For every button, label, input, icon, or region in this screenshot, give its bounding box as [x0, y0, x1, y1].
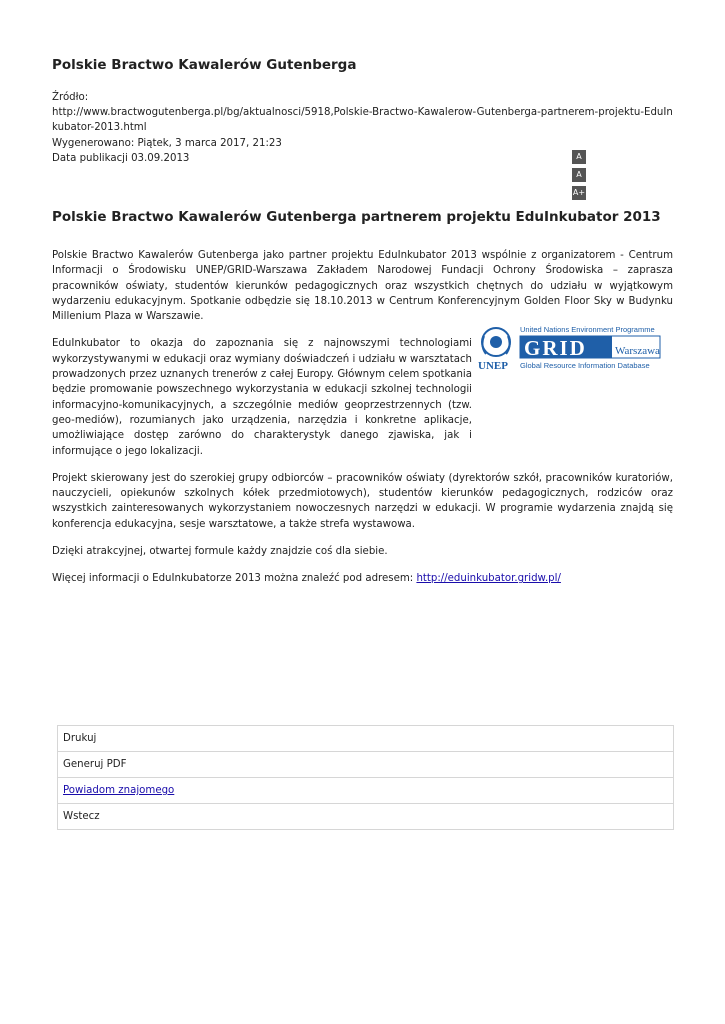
notify-friend-action[interactable]: Powiadom znajomego	[58, 778, 673, 804]
source-url: http://www.bractwogutenberga.pl/bg/aktualnosci/5918,Polskie-Bractwo-Kawalerow-Gutenberga-partnerem-projektu-EduInkubator-2013.html	[52, 107, 673, 134]
font-default-button[interactable]: A	[572, 168, 586, 182]
published-date: Data publikacji 03.09.2013	[52, 152, 190, 164]
paragraph-formula: Dzięki atrakcyjnej, otwartej formule każdy znajdzie coś dla siebie.	[52, 546, 388, 558]
font-decrease-button[interactable]: A	[572, 150, 586, 164]
site-title: Polskie Bractwo Kawalerów Gutenberga	[52, 57, 357, 73]
more-info-text: Więcej informacji o EduInkubatorze 2013 można znaleźć pod adresem:	[52, 573, 417, 585]
paragraph-eduinkubator: EduInkubator to okazja do zapoznania się z najnowszymi technologiami wykorzystywanymi w edukacji oraz wymiany doświadczeń i udziału w warsztatach prowadzonych przez uznanych trenerów z całej Europy. Głównym celem spotkania będzie promowanie powszechnego wykorzystania w edukacji szkolnej technologii informacyjno-komunikacyjnych, a szczególnie mediów geoprzestrzennych (tzw. geo-mediów), rozumianych jako urządzenia, narzędzia i konkretne aplikacje, umożliwiające dostęp zarówno do charakterystyk danego zjawiska, jak i informujące o jego lokalizacji.	[52, 338, 472, 457]
print-action[interactable]: Drukuj	[58, 726, 673, 752]
action-list	[57, 725, 674, 830]
paragraph-more-info	[52, 571, 673, 586]
generated-date: Wygenerowano: Piątek, 3 marca 2017, 21:23	[52, 137, 282, 149]
logo-line1-text: United Nations Environment Programme	[520, 325, 655, 334]
logo-city-text: Warszawa	[615, 345, 660, 357]
article-title: Polskie Bractwo Kawalerów Gutenberga partnerem projektu EduInkubator 2013	[52, 209, 661, 225]
source-label: Źródło:	[52, 92, 89, 103]
logo-grid-text: GRID	[524, 336, 587, 360]
unep-grid-logo	[476, 324, 662, 372]
logo-line3-text: Global Resource Information Database	[520, 361, 650, 370]
font-size-tools	[572, 150, 586, 204]
paragraph-audience: Projekt skierowany jest do szerokiej grupy odbiorców – pracowników oświaty (dyrektorów szkół, pracowników kuratoriów, nauczycieli, opiekunów szkolnych kółek przedmiotowych), studentów kierunków pedagogicznych, rodziców oraz wszystkich zainteresowanych wykorzystaniem nowoczesnych narzędzi w edukacji. W programie wydarzenia znajdą się konferencja edukacyjna, sesje warsztatowe, a także strefa wystawowa.	[52, 472, 673, 530]
eduinkubator-link[interactable]: http://eduinkubator.gridw.pl/	[416, 573, 561, 585]
article-body	[52, 248, 673, 599]
font-increase-button[interactable]: A+	[572, 186, 586, 200]
logo-unep-text: UNEP	[478, 360, 508, 372]
back-action[interactable]: Wstecz	[58, 804, 673, 830]
paragraph-intro: Polskie Bractwo Kawalerów Gutenberga jako partner projektu EduInkubator 2013 wspólnie z organizatorem - Centrum Informacji o Środowisku UNEP/GRID-Warszawa Zakładem Narodowej Fundacji Ochrony Środowiska – zaprasza pracowników oświaty, studentów kierunków pedagogicznych oraz wszystkich chętnych do udziału w wyjątkowym wydarzeniu edukacyjnym. Spotkanie odbędzie się 18.10.2013 w Centrum Konferencyjnym Golden Floor Sky w Budynku Millenium Plaza w Warszawie.	[52, 250, 673, 323]
generate-pdf-action[interactable]: Generuj PDF	[58, 752, 673, 778]
